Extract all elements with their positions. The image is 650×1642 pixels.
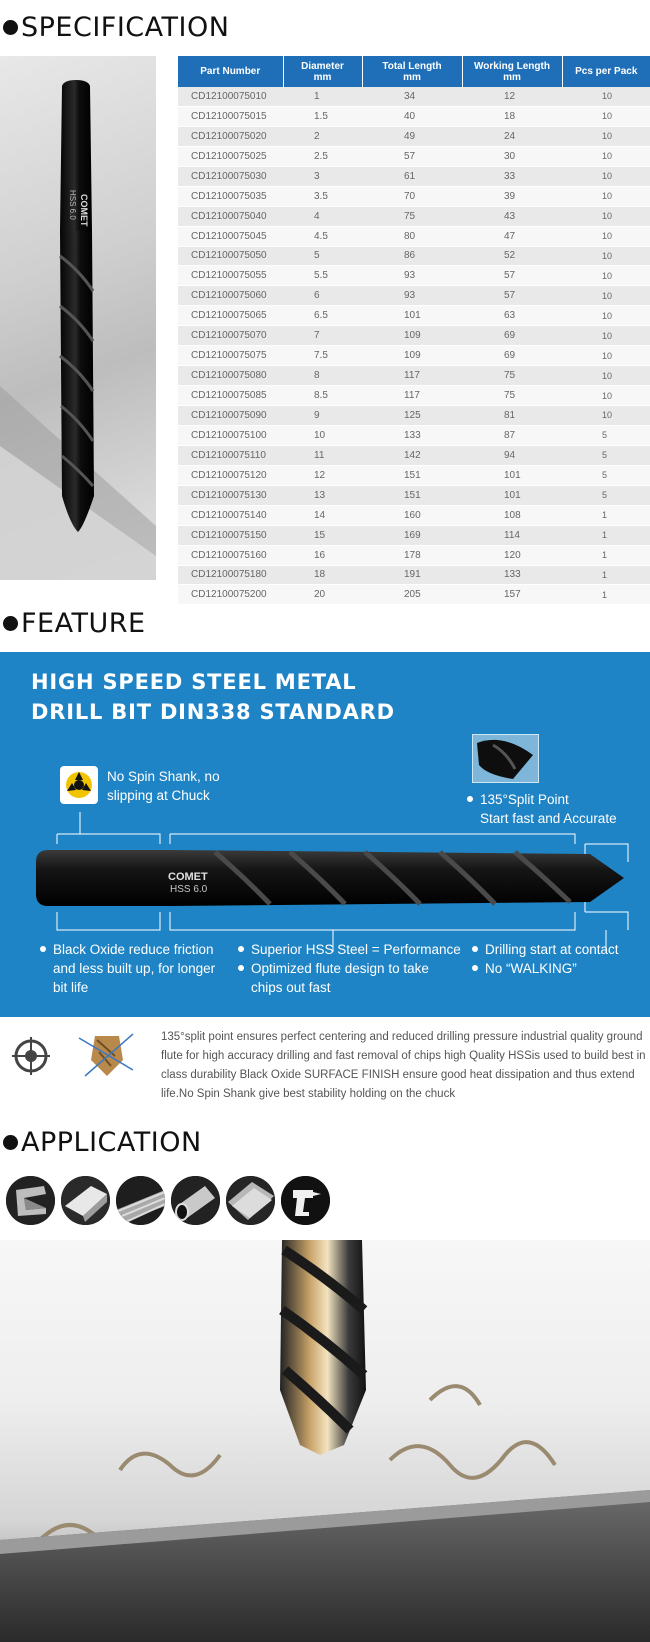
pcs-per-pack-cell: 10 bbox=[562, 386, 650, 406]
total-length-cell: 93 bbox=[362, 266, 462, 286]
pcs-per-pack-cell: 10 bbox=[562, 246, 650, 266]
table-row bbox=[178, 226, 650, 246]
total-length-cell: 169 bbox=[362, 525, 462, 545]
specification-table-body bbox=[178, 87, 650, 605]
bullet-icon bbox=[40, 946, 46, 952]
table-row bbox=[178, 565, 650, 585]
diameter-cell: 10 bbox=[283, 425, 362, 445]
pcs-per-pack-cell: 10 bbox=[562, 346, 650, 366]
benefit-hss-flute: Superior HSS Steel = Performance Optimized flute design to take chips out fast bbox=[238, 940, 461, 997]
diameter-cell: 16 bbox=[283, 545, 362, 565]
total-length-cell: 151 bbox=[362, 465, 462, 485]
part-number-cell: CD12100075045 bbox=[178, 226, 283, 246]
part-number-cell: CD12100075080 bbox=[178, 366, 283, 386]
pcs-per-pack-cell: 10 bbox=[562, 366, 650, 386]
steel-channel-icon bbox=[6, 1176, 55, 1225]
working-length-cell: 57 bbox=[462, 266, 562, 286]
part-number-cell: CD12100075100 bbox=[178, 425, 283, 445]
total-length-cell: 205 bbox=[362, 585, 462, 605]
part-number-cell: CD12100075150 bbox=[178, 525, 283, 545]
total-length-cell: 191 bbox=[362, 565, 462, 585]
drill-marking-label: HSS 6.0 bbox=[170, 884, 208, 895]
total-length-cell: 117 bbox=[362, 366, 462, 386]
pcs-per-pack-cell: 5 bbox=[562, 485, 650, 505]
part-number-cell: CD12100075180 bbox=[178, 565, 283, 585]
table-row bbox=[178, 266, 650, 286]
total-length-cell: 109 bbox=[362, 326, 462, 346]
working-length-cell: 69 bbox=[462, 326, 562, 346]
working-length-cell: 69 bbox=[462, 346, 562, 366]
working-length-cell: 157 bbox=[462, 585, 562, 605]
diameter-cell: 1 bbox=[283, 87, 362, 106]
total-length-cell: 142 bbox=[362, 445, 462, 465]
feature-description: 135°split point ensures perfect centering and reduced drilling pressure industrial quality ground flute for high accuracy drilling and fast removal of chips high Quality HSSis used to build best in class durability Black Oxide SURFACE FINISH ensure good heat dissipation and thus extend life.No Spin Shank give best stability holding on the chuck bbox=[161, 1031, 646, 1100]
benefit-drilling-start: Drilling start at contact No “WALKING” bbox=[472, 940, 619, 978]
pcs-per-pack-cell: 10 bbox=[562, 166, 650, 186]
working-length-cell: 39 bbox=[462, 186, 562, 206]
photo-marking-label: HSS 6.0 bbox=[68, 190, 77, 220]
benefit-black-oxide: Black Oxide reduce friction and less built up, for longer bit life bbox=[40, 940, 215, 997]
total-length-cell: 70 bbox=[362, 186, 462, 206]
pcs-per-pack-cell: 1 bbox=[562, 565, 650, 585]
working-length-cell: 75 bbox=[462, 386, 562, 406]
diameter-cell: 8.5 bbox=[283, 386, 362, 406]
working-length-cell: 63 bbox=[462, 306, 562, 326]
bullet-icon bbox=[472, 946, 478, 952]
bullet-dot-icon bbox=[3, 20, 18, 35]
table-row bbox=[178, 146, 650, 166]
working-length-cell: 33 bbox=[462, 166, 562, 186]
diameter-cell: 9 bbox=[283, 406, 362, 426]
diameter-cell: 4.5 bbox=[283, 226, 362, 246]
drill-diagram bbox=[0, 802, 650, 952]
table-row bbox=[178, 465, 650, 485]
total-length-cell: 101 bbox=[362, 306, 462, 326]
diameter-cell: 3 bbox=[283, 166, 362, 186]
pcs-per-pack-cell: 1 bbox=[562, 505, 650, 525]
table-row bbox=[178, 525, 650, 545]
pcs-per-pack-cell: 10 bbox=[562, 266, 650, 286]
total-length-cell: 61 bbox=[362, 166, 462, 186]
diameter-cell: 7 bbox=[283, 326, 362, 346]
drill-bit-image bbox=[0, 56, 156, 580]
drill-tip-diagram-icon bbox=[75, 1030, 137, 1080]
pcs-per-pack-cell: 5 bbox=[562, 465, 650, 485]
power-drill-icon bbox=[281, 1176, 330, 1225]
part-number-cell: CD12100075030 bbox=[178, 166, 283, 186]
total-length-cell: 93 bbox=[362, 286, 462, 306]
table-row bbox=[178, 326, 650, 346]
pcs-per-pack-cell: 10 bbox=[562, 87, 650, 106]
table-row bbox=[178, 386, 650, 406]
split-point-note: 135°Split Point Start fast and Accurate bbox=[467, 790, 617, 828]
feature-title-line-2: DRILL BIT DIN338 STANDARD bbox=[31, 700, 395, 724]
part-number-cell: CD12100075065 bbox=[178, 306, 283, 326]
table-row bbox=[178, 445, 650, 465]
drill-brand-label: COMET bbox=[168, 871, 208, 883]
part-number-cell: CD12100075010 bbox=[178, 87, 283, 106]
part-number-cell: CD12100075035 bbox=[178, 186, 283, 206]
total-length-cell: 109 bbox=[362, 346, 462, 366]
pcs-per-pack-cell: 10 bbox=[562, 186, 650, 206]
table-row bbox=[178, 346, 650, 366]
table-row bbox=[178, 505, 650, 525]
column-header-total-length: Total Length mm bbox=[362, 56, 462, 87]
part-number-cell: CD12100075050 bbox=[178, 246, 283, 266]
working-length-cell: 57 bbox=[462, 286, 562, 306]
corrugated-sheet-icon bbox=[116, 1176, 165, 1225]
working-length-cell: 101 bbox=[462, 485, 562, 505]
working-length-cell: 120 bbox=[462, 545, 562, 565]
diameter-cell: 2 bbox=[283, 126, 362, 146]
column-header-working-length: Working Length mm bbox=[462, 56, 562, 87]
pcs-per-pack-cell: 10 bbox=[562, 286, 650, 306]
total-length-cell: 133 bbox=[362, 425, 462, 445]
part-number-cell: CD12100075130 bbox=[178, 485, 283, 505]
total-length-cell: 125 bbox=[362, 406, 462, 426]
diameter-cell: 14 bbox=[283, 505, 362, 525]
total-length-cell: 34 bbox=[362, 87, 462, 106]
diameter-cell: 12 bbox=[283, 465, 362, 485]
diameter-cell: 13 bbox=[283, 485, 362, 505]
feature-heading: FEATURE bbox=[0, 604, 146, 642]
diameter-cell: 5 bbox=[283, 246, 362, 266]
application-heading: APPLICATION bbox=[0, 1123, 202, 1161]
sheet-metal-icon bbox=[226, 1176, 275, 1225]
total-length-cell: 49 bbox=[362, 126, 462, 146]
total-length-cell: 151 bbox=[362, 485, 462, 505]
working-length-cell: 18 bbox=[462, 106, 562, 126]
working-length-cell: 114 bbox=[462, 525, 562, 545]
table-row bbox=[178, 286, 650, 306]
photo-brand-label: COMET bbox=[79, 194, 89, 227]
bullet-icon bbox=[238, 946, 244, 952]
pcs-per-pack-cell: 1 bbox=[562, 585, 650, 605]
total-length-cell: 117 bbox=[362, 386, 462, 406]
total-length-cell: 160 bbox=[362, 505, 462, 525]
part-number-cell: CD12100075140 bbox=[178, 505, 283, 525]
shank-note: No Spin Shank, no slipping at Chuck bbox=[107, 769, 220, 803]
table-row bbox=[178, 186, 650, 206]
feature-title-line-1: HIGH SPEED STEEL METAL bbox=[31, 670, 357, 694]
column-header-diameter: Diameter mm bbox=[283, 56, 362, 87]
pcs-per-pack-cell: 5 bbox=[562, 425, 650, 445]
diameter-cell: 5.5 bbox=[283, 266, 362, 286]
part-number-cell: CD12100075060 bbox=[178, 286, 283, 306]
table-row bbox=[178, 425, 650, 445]
pcs-per-pack-cell: 10 bbox=[562, 226, 650, 246]
pcs-per-pack-cell: 10 bbox=[562, 106, 650, 126]
diameter-cell: 2.5 bbox=[283, 146, 362, 166]
no-spin-shank-icon bbox=[60, 766, 98, 804]
total-length-cell: 57 bbox=[362, 146, 462, 166]
working-length-cell: 94 bbox=[462, 445, 562, 465]
diameter-cell: 8 bbox=[283, 366, 362, 386]
working-length-cell: 108 bbox=[462, 505, 562, 525]
specification-heading: SPECIFICATION bbox=[0, 8, 229, 46]
total-length-cell: 86 bbox=[362, 246, 462, 266]
table-row bbox=[178, 406, 650, 426]
pcs-per-pack-cell: 10 bbox=[562, 326, 650, 346]
diameter-cell: 20 bbox=[283, 585, 362, 605]
feature-panel bbox=[0, 652, 650, 1017]
diameter-cell: 6.5 bbox=[283, 306, 362, 326]
pcs-per-pack-cell: 10 bbox=[562, 126, 650, 146]
part-number-cell: CD12100075085 bbox=[178, 386, 283, 406]
diameter-cell: 7.5 bbox=[283, 346, 362, 366]
part-number-cell: CD12100075075 bbox=[178, 346, 283, 366]
table-row bbox=[178, 306, 650, 326]
table-row bbox=[178, 206, 650, 226]
table-header-row bbox=[178, 56, 650, 87]
diameter-cell: 15 bbox=[283, 525, 362, 545]
split-point-crosshair-icon bbox=[10, 1035, 52, 1077]
working-length-cell: 30 bbox=[462, 146, 562, 166]
table-row bbox=[178, 166, 650, 186]
total-length-cell: 80 bbox=[362, 226, 462, 246]
working-length-cell: 47 bbox=[462, 226, 562, 246]
part-number-cell: CD12100075160 bbox=[178, 545, 283, 565]
working-length-cell: 12 bbox=[462, 87, 562, 106]
total-length-cell: 75 bbox=[362, 206, 462, 226]
part-number-cell: CD12100075055 bbox=[178, 266, 283, 286]
part-number-cell: CD12100075110 bbox=[178, 445, 283, 465]
pcs-per-pack-cell: 10 bbox=[562, 206, 650, 226]
table-row bbox=[178, 366, 650, 386]
part-number-cell: CD12100075040 bbox=[178, 206, 283, 226]
diameter-cell: 3.5 bbox=[283, 186, 362, 206]
table-row bbox=[178, 485, 650, 505]
part-number-cell: CD12100075025 bbox=[178, 146, 283, 166]
part-number-cell: CD12100075090 bbox=[178, 406, 283, 426]
pcs-per-pack-cell: 10 bbox=[562, 406, 650, 426]
bullet-dot-icon bbox=[3, 616, 18, 631]
bullet-icon bbox=[238, 965, 244, 971]
table-row bbox=[178, 585, 650, 605]
column-header-pcs-per-pack: Pcs per Pack bbox=[562, 56, 650, 87]
working-length-cell: 24 bbox=[462, 126, 562, 146]
total-length-cell: 40 bbox=[362, 106, 462, 126]
working-length-cell: 52 bbox=[462, 246, 562, 266]
total-length-cell: 178 bbox=[362, 545, 462, 565]
column-header-part-number: Part Number bbox=[178, 56, 283, 87]
bullet-icon bbox=[472, 965, 478, 971]
pcs-per-pack-cell: 5 bbox=[562, 445, 650, 465]
pcs-per-pack-cell: 1 bbox=[562, 545, 650, 565]
working-length-cell: 101 bbox=[462, 465, 562, 485]
pcs-per-pack-cell: 1 bbox=[562, 525, 650, 545]
part-number-cell: CD12100075070 bbox=[178, 326, 283, 346]
specification-table bbox=[178, 56, 650, 605]
working-length-cell: 75 bbox=[462, 366, 562, 386]
table-row bbox=[178, 106, 650, 126]
split-point-thumbnail bbox=[472, 734, 539, 783]
working-length-cell: 81 bbox=[462, 406, 562, 426]
part-number-cell: CD12100075200 bbox=[178, 585, 283, 605]
part-number-cell: CD12100075015 bbox=[178, 106, 283, 126]
table-row bbox=[178, 545, 650, 565]
diameter-cell: 11 bbox=[283, 445, 362, 465]
working-length-cell: 87 bbox=[462, 425, 562, 445]
table-row bbox=[178, 126, 650, 146]
diameter-cell: 4 bbox=[283, 206, 362, 226]
working-length-cell: 43 bbox=[462, 206, 562, 226]
table-row bbox=[178, 246, 650, 266]
bullet-dot-icon bbox=[3, 1135, 18, 1150]
part-number-cell: CD12100075120 bbox=[178, 465, 283, 485]
working-length-cell: 133 bbox=[462, 565, 562, 585]
angle-profile-icon bbox=[61, 1176, 110, 1225]
diameter-cell: 18 bbox=[283, 565, 362, 585]
diameter-cell: 1.5 bbox=[283, 106, 362, 126]
table-row bbox=[178, 87, 650, 106]
pcs-per-pack-cell: 10 bbox=[562, 306, 650, 326]
part-number-cell: CD12100075020 bbox=[178, 126, 283, 146]
pcs-per-pack-cell: 10 bbox=[562, 146, 650, 166]
diameter-cell: 6 bbox=[283, 286, 362, 306]
drilling-application-photo bbox=[0, 1240, 650, 1642]
steel-pipe-icon bbox=[171, 1176, 220, 1225]
drill-bit-photo bbox=[0, 56, 156, 580]
